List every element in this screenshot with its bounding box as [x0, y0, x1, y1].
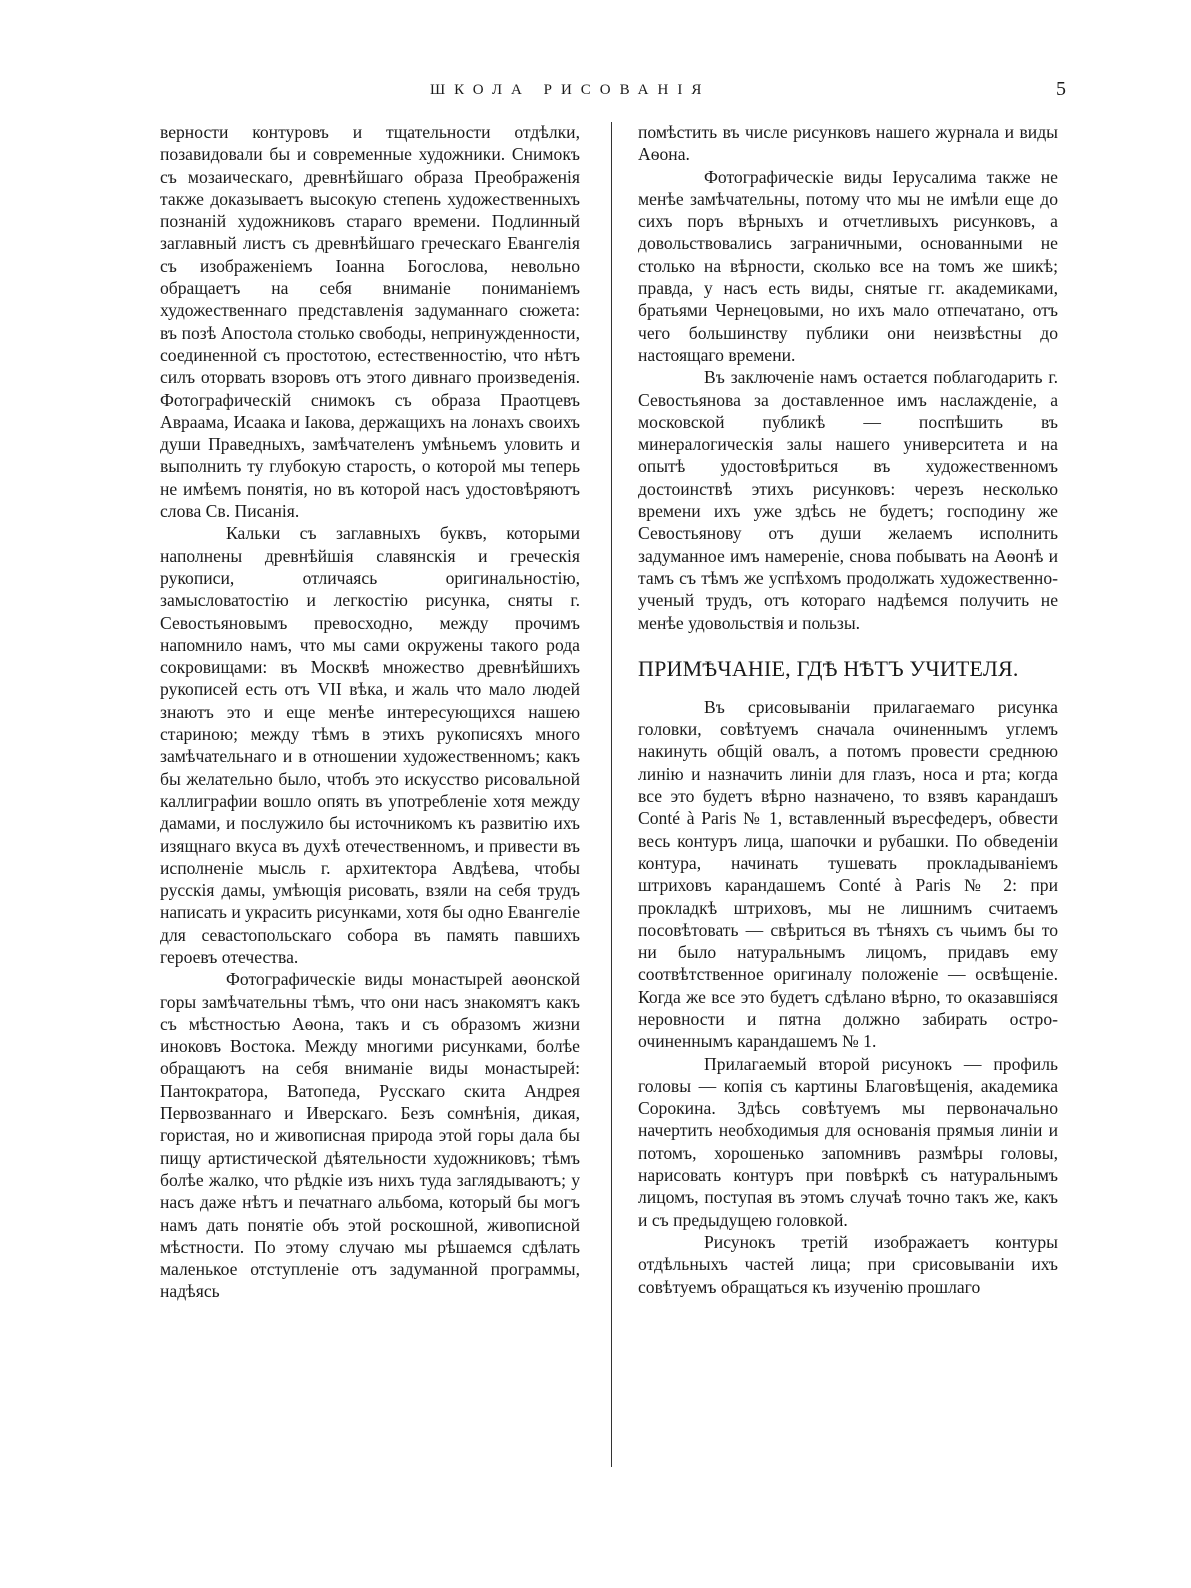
- running-title: ШКОЛА РИСОВАНІЯ: [430, 82, 711, 98]
- right-column: [638, 121, 1058, 1298]
- left-column: [160, 121, 580, 1303]
- section-heading: ПРИМѢЧАНІЕ, ГДѢ НѢТЪ УЧИТЕЛЯ.: [638, 655, 1019, 681]
- paragraph: Въ заключеніе намъ остается поблагодарить г. Севостьянова за доставленное имъ наслажденіе, а московской публикѣ — поспѣшить въ минералогическія залы нашего университета и на опытѣ удостовѣриться въ художественномъ достоинствѣ этихъ рисунковъ: черезъ несколько времени ихъ уже здѣсь не будетъ; господину же Севостьянову отъ души желаемъ исполнить задуманное имъ намереніе, снова побывать на Аѳонѣ и тамъ съ тѣмъ же успѣхомъ продолжать художественно-ученый трудъ, отъ котораго надѣемся получить не менѣе удовольствія и пользы.: [638, 367, 1058, 633]
- paragraph: верности контуровъ и тщательности отдѣлки, позавидовали бы и современные художники. Снимокъ съ мозаическаго, древнѣйшаго образа Преображенія также доказываетъ высокую степень художественныхъ познаній художниковъ стараго времени. Подлинный заглавный листъ съ древнѣйшаго греческаго Евангелія съ изображеніемъ Іоанна Богослова, невольно обращаетъ на себя вниманіе пониманіемъ художественнаго представленія задуманнаго сюжета: въ позѣ Апостола столько свободы, непринужденности, соединенной съ простотою, естественностію, что нѣтъ силъ оторвать взоровъ отъ этого дивнаго произведенія. Фотографическій снимокъ съ образа Праотцевъ Авраама, Исаака и Іакова, держащихъ на лонахъ своихъ души Праведныхъ, замѣчателенъ умѣньемъ уловить и выполнить ту глубокую старость, о которой мы теперь не имѣемъ понятія, но въ которой насъ удостовѣряютъ слова Св. Писанія.: [160, 122, 580, 522]
- paragraph: Прилагаемый второй рисунокъ — профиль головы — копія съ картины Благовѣщенія, академика Сорокина. Здѣсь совѣтуемъ мы первоначально начертить необходимыя для основанія прямыя линіи и потомъ, хорошенько запомнивъ размѣры головы, нарисовать контуръ при повѣркѣ съ натуральнымъ лицомъ, поступая въ этомъ случаѣ точно такъ же, какъ и съ предыдущею головкой.: [638, 1053, 1058, 1230]
- paragraph: Въ срисовываніи прилагаемаго рисунка головки, совѣтуемъ сначала очиненнымъ углемъ накинуть общій овалъ, а потомъ провести среднюю линію и назначить линіи для глазъ, носа и рта; когда все это будетъ вѣрно назначено, то взявъ карандашъ Conté à Paris № 1, вставленный въресфедеръ, обвести весь контуръ лица, шапочки и рубашки. По обведеніи контура, начинать тушевать прокладываніемъ штриховъ карандашемъ Conté à Paris № 2: при прокладкѣ штриховъ, мы не лишнимъ считаемъ посовѣтовать — свѣриться въ тѣняхъ съ чьимъ бы то ни было натуральнымъ лицомъ, придавъ ему соотвѣтственное оригиналу положеніе — освѣщеніе. Когда же все это будетъ сдѣлано вѣрно, то оказавшіяся неровности и пятна должно забирать остро-очиненнымъ карандашемъ № 1.: [638, 696, 1058, 1052]
- running-head: [0, 78, 1191, 106]
- column-divider: [611, 122, 612, 1467]
- paragraph: Кальки съ заглавныхъ буквъ, которыми наполнены древнѣйшія славянскія и греческія рукописи, отличаясь оригинальностію, замысловатостію и легкостію рисунка, сняты г. Севостьяновымъ превосходно, между прочимъ напомнило намъ, что мы сами окружены такого рода сокровищами: въ Москвѣ множество древнѣйшихъ рукописей есть отъ VII вѣка, и жаль что мало людей знаютъ это и еще менѣе интересующихся нашею стариною; между тѣмъ в этихъ рукописяхъ много замѣчательнаго и в отношении художественномъ; какъ бы желательно было, чтобъ это искусство рисовальной каллиграфии вошло опять въ употребленіе хотя между дамами, и послужило бы источникомъ къ развитію ихъ изящнаго вкуса въ духѣ отечественномъ, и привести въ исполненіе мысль г. архитектора Авдѣева, чтобы русскія дамы, умѣющія рисовать, взяли на себя трудъ написать и украсить рисунками, хотя бы одно Евангеліе для севастопольскаго собора въ память павшихъ героевъ отечества.: [160, 523, 580, 967]
- paragraph: помѣстить въ числе рисунковъ нашего журнала и виды Аѳона.: [638, 122, 1058, 165]
- paragraph: Фотографическіе виды монастырей аѳонской горы замѣчательны тѣмъ, что они насъ знакомятъ какъ съ мѣстностью Аѳона, такъ и съ образомъ жизни иноковъ Востока. Между многими рисунками, болѣе обращаютъ на себя вниманіе виды монастырей: Пантократора, Ватопеда, Русскаго скита Андрея Первозваннаго и Иверскаго. Безъ сомнѣнія, дикая, гористая, но и живописная природа этой горы дала бы пищу артистической дѣятельности художниковъ; тѣмъ болѣе жалко, что рѣдкіе изъ нихъ туда заглядываютъ; у насъ даже нѣтъ и печатнаго альбома, который бы могъ намъ дать понятіе объ этой роскошной, живописной мѣстности. По этому случаю мы рѣшаемся сдѣлать маленькое отступленіе отъ задуманной программы, надѣясь: [160, 969, 580, 1302]
- paragraph: Рисунокъ третій изображаетъ контуры отдѣльныхъ частей лица; при срисовываніи ихъ совѣтуемъ обращаться къ изученію прошлаго: [638, 1231, 1058, 1297]
- paragraph: Фотографическіе виды Іерусалима также не менѣе замѣчательны, потому что мы не имѣли еще до сихъ поръ вѣрныхъ и отчетливыхъ рисунковъ, а довольствовались заграничными, основанными не столько на вѣрности, сколько все на томъ же шикѣ; правда, у насъ есть виды, снятые гг. академиками, братьями Чернецовыми, но ихъ мало отпечатано, отъ чего большинству публики они неизвѣстны до настоящаго времени.: [638, 166, 1058, 365]
- page-number: 5: [1056, 78, 1066, 100]
